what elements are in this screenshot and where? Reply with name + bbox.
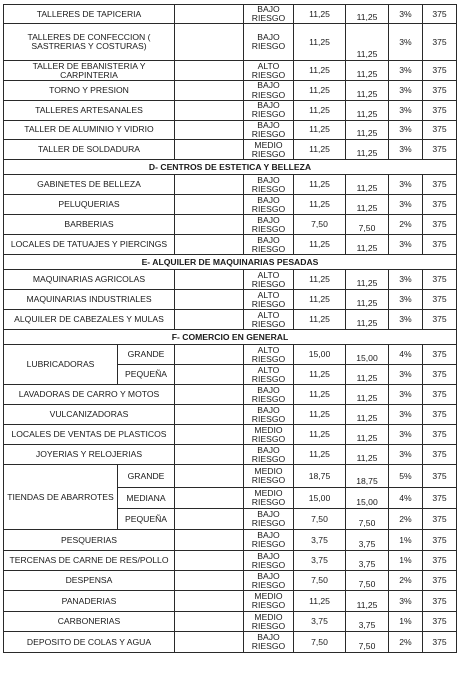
amount-value: 11,25: [294, 365, 346, 385]
activity-name: TERCENAS DE CARNE DE RES/POLLO: [4, 551, 175, 571]
empty-cell: [175, 530, 244, 551]
percentage-value: 3%: [389, 385, 423, 405]
activity-name: TALLER DE SOLDADURA: [4, 140, 175, 160]
empty-cell: [175, 345, 244, 365]
risk-level: BAJO RIESGO: [244, 24, 294, 61]
amount-value-secondary: 11,25: [346, 100, 389, 120]
percentage-value: 3%: [389, 120, 423, 139]
amount-value: 11,25: [294, 140, 346, 160]
tariff-table: [3, 4, 457, 653]
fee-value: 375: [423, 81, 457, 100]
empty-cell: [175, 215, 244, 235]
activity-name: MAQUINARIAS INDUSTRIALES: [4, 290, 175, 310]
activity-name: LUBRICADORAS: [4, 345, 118, 385]
fee-value: 375: [423, 100, 457, 120]
amount-value: 18,75: [294, 465, 346, 488]
amount-value-secondary: 11,25: [346, 61, 389, 81]
amount-value: 11,25: [294, 290, 346, 310]
empty-cell: [175, 612, 244, 632]
empty-cell: [175, 100, 244, 120]
activity-name: TALLERES DE CONFECCION ( SASTRERIAS Y COSTURAS): [4, 24, 175, 61]
table-row: [4, 5, 457, 24]
risk-level: ALTO RIESGO: [244, 365, 294, 385]
amount-value-secondary: 11,25: [346, 405, 389, 425]
risk-level: BAJO RIESGO: [244, 632, 294, 653]
tariff-table-body: [4, 5, 457, 653]
fee-value: 375: [423, 612, 457, 632]
table-row: [4, 175, 457, 195]
amount-value: 11,25: [294, 5, 346, 24]
fee-value: 375: [423, 530, 457, 551]
percentage-value: 2%: [389, 632, 423, 653]
amount-value-secondary: 11,25: [346, 81, 389, 100]
risk-level: ALTO RIESGO: [244, 310, 294, 330]
risk-level: ALTO RIESGO: [244, 290, 294, 310]
section-title: E- ALQUILER DE MAQUINARIAS PESADAS: [4, 255, 457, 270]
percentage-value: 3%: [389, 140, 423, 160]
risk-level: BAJO RIESGO: [244, 405, 294, 425]
amount-value: 3,75: [294, 551, 346, 571]
fee-value: 375: [423, 488, 457, 509]
table-row: [4, 445, 457, 465]
percentage-value: 3%: [389, 365, 423, 385]
percentage-value: 3%: [389, 195, 423, 215]
activity-name: PELUQUERIAS: [4, 195, 175, 215]
risk-level: MEDIO RIESGO: [244, 425, 294, 445]
percentage-value: 1%: [389, 612, 423, 632]
empty-cell: [175, 385, 244, 405]
fee-value: 375: [423, 310, 457, 330]
amount-value: 11,25: [294, 81, 346, 100]
fee-value: 375: [423, 571, 457, 591]
activity-name: CARBONERIAS: [4, 612, 175, 632]
empty-cell: [175, 235, 244, 255]
amount-value-secondary: 11,25: [346, 270, 389, 290]
table-row: [4, 612, 457, 632]
empty-cell: [175, 5, 244, 24]
amount-value: 15,00: [294, 488, 346, 509]
percentage-value: 3%: [389, 290, 423, 310]
amount-value-secondary: 11,25: [346, 175, 389, 195]
amount-value: 3,75: [294, 530, 346, 551]
fee-value: 375: [423, 270, 457, 290]
table-row: [4, 100, 457, 120]
activity-name: ALQUILER DE CABEZALES Y MULAS: [4, 310, 175, 330]
activity-name: LAVADORAS DE CARRO Y MOTOS: [4, 385, 175, 405]
risk-level: ALTO RIESGO: [244, 270, 294, 290]
percentage-value: 3%: [389, 591, 423, 612]
fee-value: 375: [423, 195, 457, 215]
percentage-value: 2%: [389, 571, 423, 591]
fee-value: 375: [423, 5, 457, 24]
empty-cell: [175, 61, 244, 81]
empty-cell: [175, 140, 244, 160]
empty-cell: [175, 591, 244, 612]
size-category: PEQUEÑA: [118, 509, 175, 530]
empty-cell: [175, 175, 244, 195]
empty-cell: [175, 445, 244, 465]
amount-value: 11,25: [294, 175, 346, 195]
table-row: [4, 405, 457, 425]
activity-name: LOCALES DE VENTAS DE PLASTICOS: [4, 425, 175, 445]
activity-name: PESQUERIAS: [4, 530, 175, 551]
amount-value-secondary: 11,25: [346, 445, 389, 465]
table-row: [4, 235, 457, 255]
table-row: [4, 465, 457, 488]
empty-cell: [175, 81, 244, 100]
risk-level: BAJO RIESGO: [244, 530, 294, 551]
amount-value: 11,25: [294, 445, 346, 465]
empty-cell: [175, 632, 244, 653]
size-category: PEQUEÑA: [118, 365, 175, 385]
table-row: [4, 215, 457, 235]
percentage-value: 3%: [389, 310, 423, 330]
section-header-row: [4, 160, 457, 175]
fee-value: 375: [423, 365, 457, 385]
amount-value: 15,00: [294, 345, 346, 365]
risk-level: BAJO RIESGO: [244, 235, 294, 255]
percentage-value: 3%: [389, 175, 423, 195]
size-category: GRANDE: [118, 465, 175, 488]
percentage-value: 3%: [389, 100, 423, 120]
percentage-value: 3%: [389, 81, 423, 100]
table-row: [4, 530, 457, 551]
amount-value-secondary: 18,75: [346, 465, 389, 488]
empty-cell: [175, 365, 244, 385]
amount-value: 11,25: [294, 61, 346, 81]
amount-value-secondary: 15,00: [346, 345, 389, 365]
amount-value: 11,25: [294, 195, 346, 215]
fee-value: 375: [423, 551, 457, 571]
table-row: [4, 310, 457, 330]
amount-value-secondary: 15,00: [346, 488, 389, 509]
fee-value: 375: [423, 405, 457, 425]
amount-value: 7,50: [294, 509, 346, 530]
empty-cell: [175, 195, 244, 215]
risk-level: BAJO RIESGO: [244, 100, 294, 120]
activity-name: DEPOSITO DE COLAS Y AGUA: [4, 632, 175, 653]
amount-value: 11,25: [294, 405, 346, 425]
percentage-value: 4%: [389, 488, 423, 509]
fee-value: 375: [423, 425, 457, 445]
fee-value: 375: [423, 175, 457, 195]
risk-level: BAJO RIESGO: [244, 175, 294, 195]
empty-cell: [175, 571, 244, 591]
risk-level: BAJO RIESGO: [244, 120, 294, 139]
section-header-row: [4, 255, 457, 270]
amount-value: 7,50: [294, 215, 346, 235]
activity-name: GABINETES DE BELLEZA: [4, 175, 175, 195]
size-category: MEDIANA: [118, 488, 175, 509]
amount-value: 11,25: [294, 270, 346, 290]
amount-value-secondary: 11,25: [346, 591, 389, 612]
table-row: [4, 61, 457, 81]
percentage-value: 3%: [389, 5, 423, 24]
amount-value: 11,25: [294, 24, 346, 61]
percentage-value: 1%: [389, 530, 423, 551]
activity-name: LOCALES DE TATUAJES Y PIERCINGS: [4, 235, 175, 255]
amount-value-secondary: 11,25: [346, 290, 389, 310]
amount-value-secondary: 11,25: [346, 24, 389, 61]
risk-level: BAJO RIESGO: [244, 551, 294, 571]
risk-level: BAJO RIESGO: [244, 509, 294, 530]
empty-cell: [175, 488, 244, 509]
section-title: F- COMERCIO EN GENERAL: [4, 330, 457, 345]
percentage-value: 2%: [389, 509, 423, 530]
table-row: [4, 425, 457, 445]
empty-cell: [175, 509, 244, 530]
activity-name: VULCANIZADORAS: [4, 405, 175, 425]
amount-value: 11,25: [294, 385, 346, 405]
fee-value: 375: [423, 632, 457, 653]
fee-value: 375: [423, 61, 457, 81]
table-row: [4, 571, 457, 591]
fee-value: 375: [423, 140, 457, 160]
activity-name: PANADERIAS: [4, 591, 175, 612]
section-title: D- CENTROS DE ESTETICA Y BELLEZA: [4, 160, 457, 175]
table-row: [4, 24, 457, 61]
activity-name: TORNO Y PRESION: [4, 81, 175, 100]
fee-value: 375: [423, 385, 457, 405]
activity-name: DESPENSA: [4, 571, 175, 591]
empty-cell: [175, 465, 244, 488]
table-row: [4, 345, 457, 365]
amount-value-secondary: 11,25: [346, 385, 389, 405]
percentage-value: 3%: [389, 445, 423, 465]
fee-value: 375: [423, 345, 457, 365]
activity-name: JOYERIAS Y RELOJERIAS: [4, 445, 175, 465]
table-row: [4, 195, 457, 215]
fee-value: 375: [423, 290, 457, 310]
empty-cell: [175, 551, 244, 571]
amount-value-secondary: 7,50: [346, 509, 389, 530]
risk-level: BAJO RIESGO: [244, 5, 294, 24]
risk-level: MEDIO RIESGO: [244, 591, 294, 612]
empty-cell: [175, 270, 244, 290]
percentage-value: 3%: [389, 61, 423, 81]
percentage-value: 3%: [389, 425, 423, 445]
risk-level: BAJO RIESGO: [244, 81, 294, 100]
amount-value: 3,75: [294, 612, 346, 632]
empty-cell: [175, 405, 244, 425]
risk-level: BAJO RIESGO: [244, 195, 294, 215]
amount-value-secondary: 7,50: [346, 571, 389, 591]
percentage-value: 3%: [389, 235, 423, 255]
amount-value: 7,50: [294, 632, 346, 653]
amount-value: 11,25: [294, 235, 346, 255]
risk-level: MEDIO RIESGO: [244, 140, 294, 160]
empty-cell: [175, 425, 244, 445]
amount-value: 11,25: [294, 591, 346, 612]
risk-level: BAJO RIESGO: [244, 215, 294, 235]
size-category: GRANDE: [118, 345, 175, 365]
table-row: [4, 270, 457, 290]
amount-value-secondary: 11,25: [346, 235, 389, 255]
empty-cell: [175, 290, 244, 310]
amount-value-secondary: 11,25: [346, 120, 389, 139]
fee-value: 375: [423, 120, 457, 139]
percentage-value: 4%: [389, 345, 423, 365]
fee-value: 375: [423, 24, 457, 61]
risk-level: BAJO RIESGO: [244, 445, 294, 465]
percentage-value: 3%: [389, 405, 423, 425]
table-row: [4, 632, 457, 653]
amount-value-secondary: 11,25: [346, 310, 389, 330]
activity-name: TIENDAS DE ABARROTES: [4, 465, 118, 530]
risk-level: ALTO RIESGO: [244, 345, 294, 365]
empty-cell: [175, 24, 244, 61]
activity-name: BARBERIAS: [4, 215, 175, 235]
section-header-row: [4, 330, 457, 345]
activity-name: TALLERES ARTESANALES: [4, 100, 175, 120]
table-row: [4, 385, 457, 405]
fee-value: 375: [423, 445, 457, 465]
table-row: [4, 551, 457, 571]
amount-value: 7,50: [294, 571, 346, 591]
risk-level: ALTO RIESGO: [244, 61, 294, 81]
table-row: [4, 81, 457, 100]
percentage-value: 3%: [389, 270, 423, 290]
amount-value: 11,25: [294, 425, 346, 445]
table-row: [4, 140, 457, 160]
empty-cell: [175, 120, 244, 139]
amount-value-secondary: 3,75: [346, 530, 389, 551]
risk-level: BAJO RIESGO: [244, 385, 294, 405]
table-row: [4, 591, 457, 612]
table-row: [4, 290, 457, 310]
amount-value-secondary: 11,25: [346, 365, 389, 385]
fee-value: 375: [423, 215, 457, 235]
amount-value: 11,25: [294, 310, 346, 330]
table-row: [4, 120, 457, 139]
activity-name: MAQUINARIAS AGRICOLAS: [4, 270, 175, 290]
amount-value-secondary: 11,25: [346, 425, 389, 445]
amount-value-secondary: 11,25: [346, 195, 389, 215]
amount-value-secondary: 11,25: [346, 5, 389, 24]
fee-value: 375: [423, 509, 457, 530]
percentage-value: 5%: [389, 465, 423, 488]
amount-value: 11,25: [294, 100, 346, 120]
risk-level: MEDIO RIESGO: [244, 488, 294, 509]
percentage-value: 2%: [389, 215, 423, 235]
amount-value-secondary: 7,50: [346, 632, 389, 653]
activity-name: TALLER DE EBANISTERIA Y CARPINTERIA: [4, 61, 175, 81]
fee-value: 375: [423, 591, 457, 612]
activity-name: TALLERES DE TAPICERIA: [4, 5, 175, 24]
risk-level: MEDIO RIESGO: [244, 612, 294, 632]
fee-value: 375: [423, 465, 457, 488]
amount-value-secondary: 3,75: [346, 551, 389, 571]
activity-name: TALLER DE ALUMINIO Y VIDRIO: [4, 120, 175, 139]
risk-level: MEDIO RIESGO: [244, 465, 294, 488]
risk-level: BAJO RIESGO: [244, 571, 294, 591]
empty-cell: [175, 310, 244, 330]
amount-value: 11,25: [294, 120, 346, 139]
percentage-value: 1%: [389, 551, 423, 571]
amount-value-secondary: 11,25: [346, 140, 389, 160]
fee-value: 375: [423, 235, 457, 255]
amount-value-secondary: 7,50: [346, 215, 389, 235]
percentage-value: 3%: [389, 24, 423, 61]
amount-value-secondary: 3,75: [346, 612, 389, 632]
